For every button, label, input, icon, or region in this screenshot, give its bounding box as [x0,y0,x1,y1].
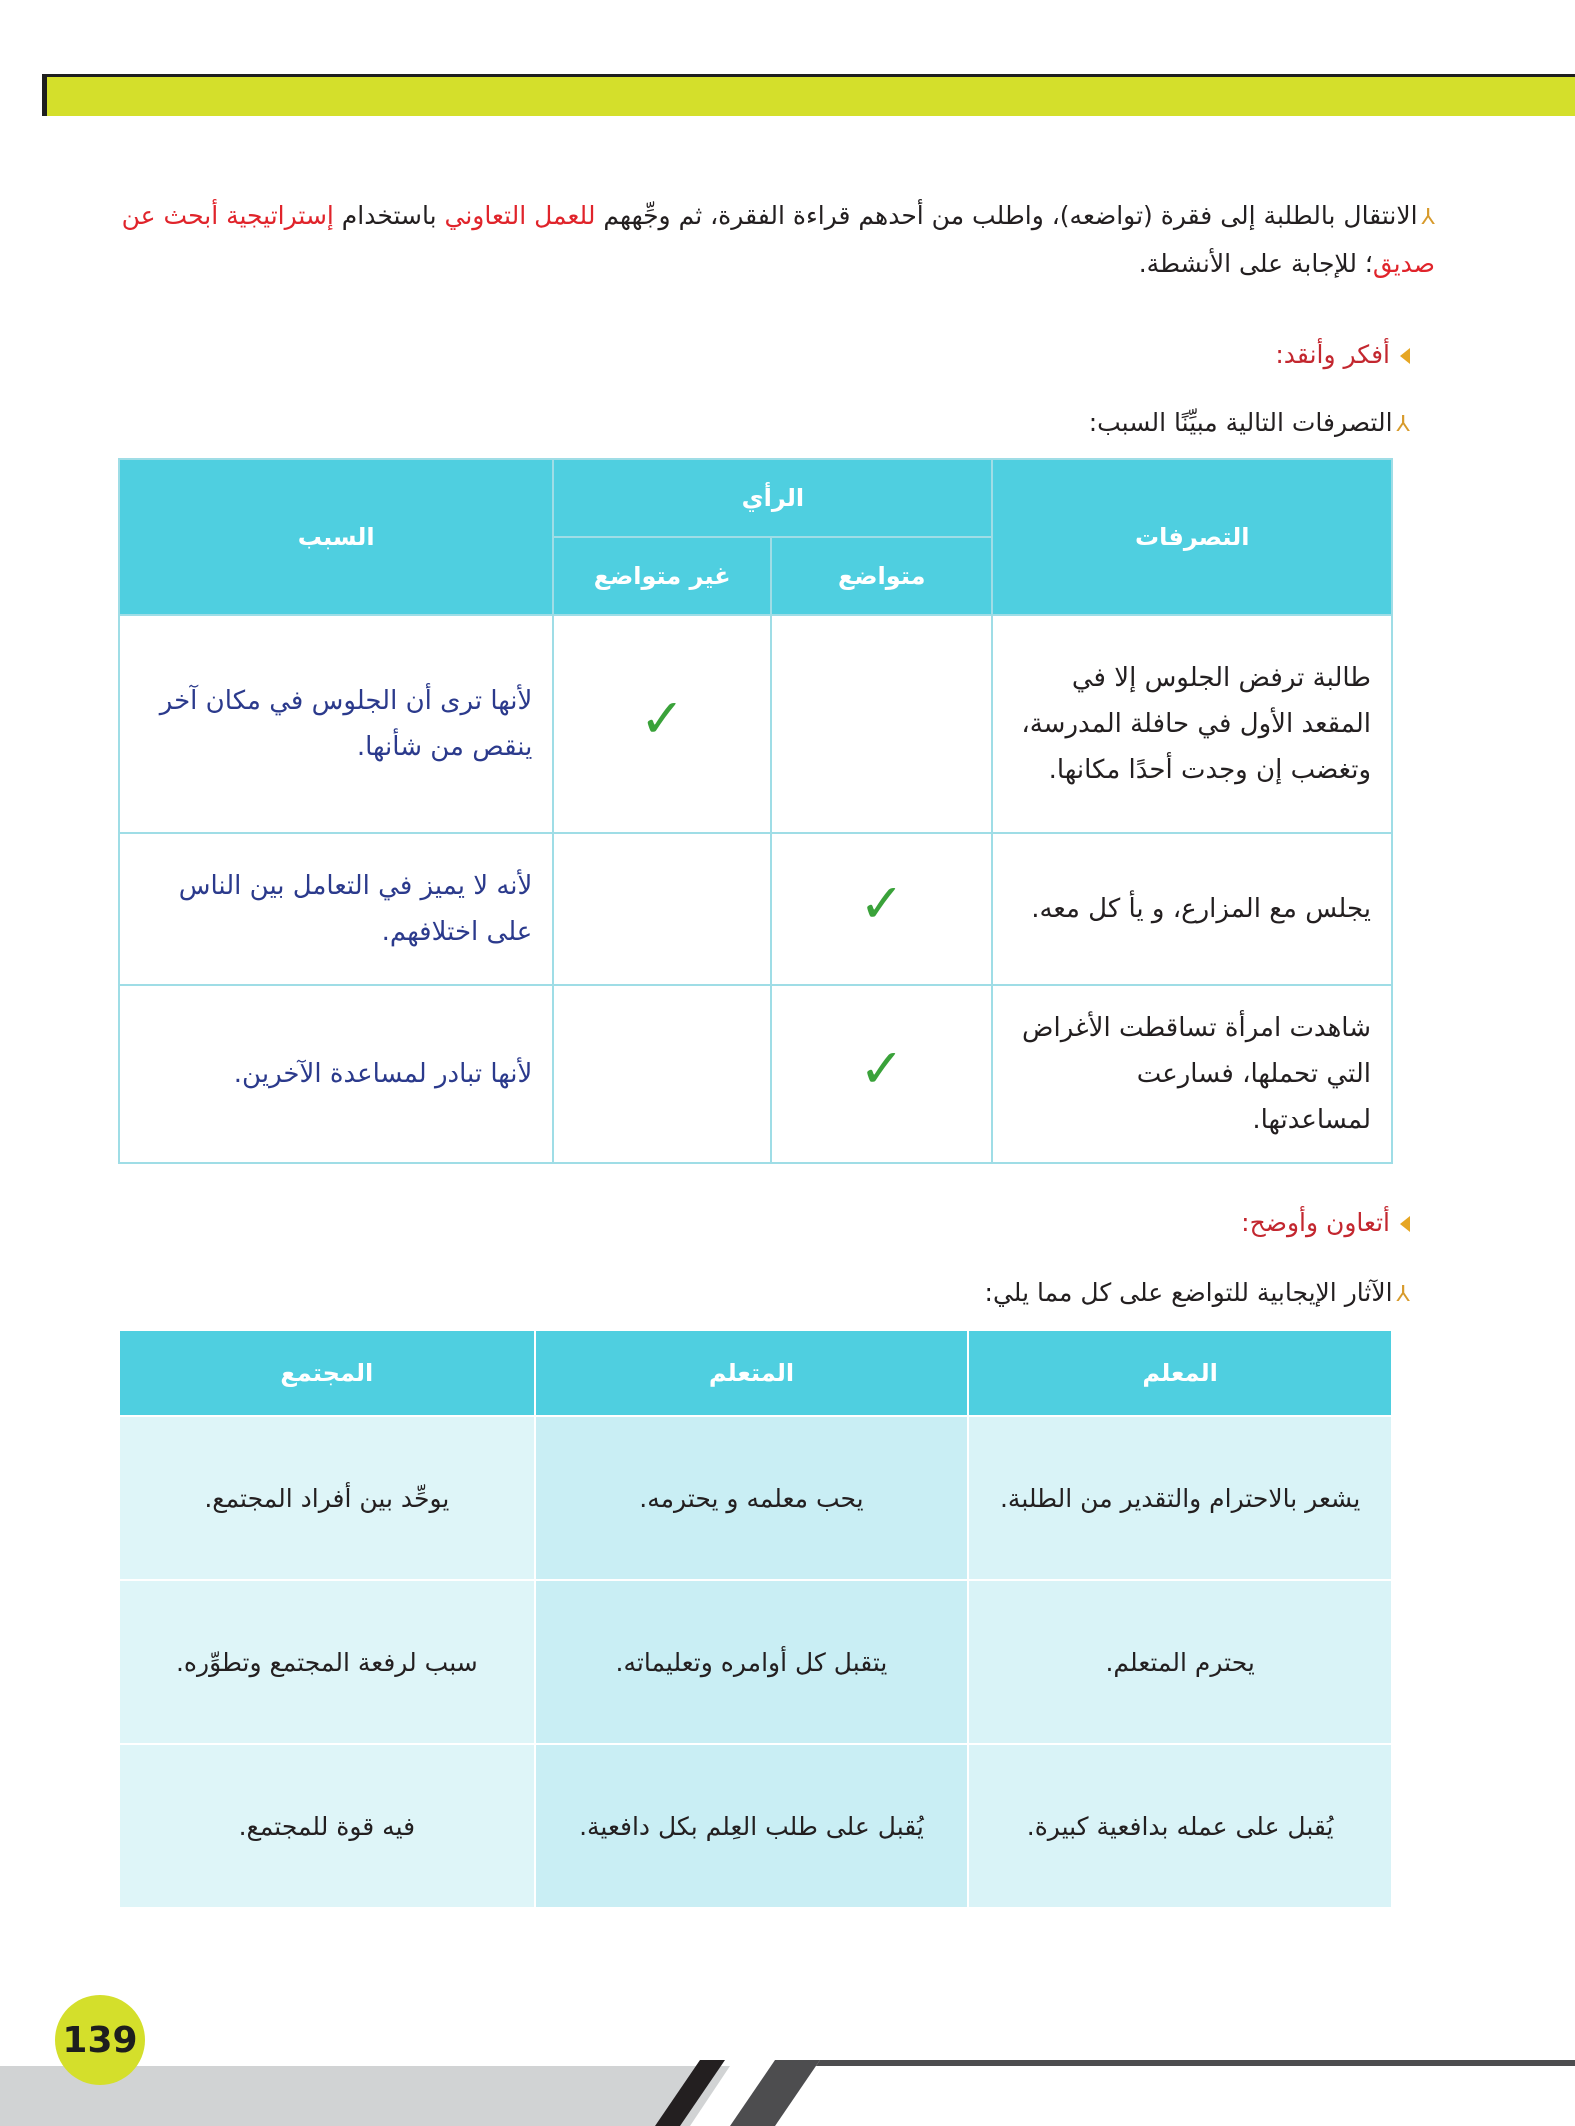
section1-heading [900,332,1410,378]
section1-heading-text: أفكر وأنقد: [1275,340,1390,369]
footer-decoration [0,2060,1575,2126]
table-row [119,833,1392,985]
humble-cell [771,833,992,985]
top-color-bar [42,74,1575,116]
intro-paragraph [105,193,1435,287]
intro-text-3: ؛ للإجابة على الأنشطة. [1138,249,1373,278]
section2-instruction [700,1270,1410,1318]
section2-heading-text: أتعاون وأوضح: [1241,1208,1390,1237]
not-humble-cell [553,615,771,833]
not-humble-cell [553,985,771,1163]
intro-highlight-cooperative: للعمل التعاوني [444,201,596,230]
checkmark-icon: ✓ [859,872,905,935]
teacher-cell: يُقبل على عمله بدافعية كبيرة. [968,1744,1392,1908]
header-teacher: المعلم [968,1330,1392,1416]
checkmark-icon: ✓ [639,687,685,750]
header-humble: متواضع [771,537,992,615]
header-society: المجتمع [119,1330,535,1416]
intro-text-2: باستخدام [333,201,445,230]
table-row [119,1416,1392,1580]
heading-arrow-icon [1400,348,1410,364]
society-cell: يوحِّد بين أفراد المجتمع. [119,1416,535,1580]
action-cell: شاهدت امرأة تساقطت الأغراض التي تحملها، فسارعت لمساعدتها. [992,985,1392,1163]
table-row [119,1744,1392,1908]
table-row [119,985,1392,1163]
effects-table [118,1329,1393,1909]
intro-highlight-strategy: إستراتيجية أبحث عن صديق [121,201,1435,278]
bullet-marker-icon: ⅄ [1421,205,1435,230]
society-cell: سبب لرفعة المجتمع وتطوِّره. [119,1580,535,1744]
action-cell: يجلس مع المزارع، و يأ كل معه. [992,833,1392,985]
checkmark-icon: ✓ [859,1037,905,1100]
footer-line-band [816,2060,1575,2066]
learner-cell: يتقبل كل أوامره وتعليماته. [535,1580,969,1744]
teacher-cell: يشعر بالاحترام والتقدير من الطلبة. [968,1416,1392,1580]
table-row [119,615,1392,833]
header-not-humble: غير متواضع [553,537,771,615]
bullet-marker-icon: ⅄ [1396,412,1410,437]
section2-heading [900,1200,1410,1246]
page-number: 139 [55,1995,145,2085]
humble-cell [771,985,992,1163]
header-opinion: الرأي [553,459,992,537]
society-cell: فيه قوة للمجتمع. [119,1744,535,1908]
header-learner: المتعلم [535,1330,969,1416]
section1-instruction-text: التصرفات التالية مبيِّنًا السبب: [1088,408,1393,437]
intro-text-1: الانتقال بالطلبة إلى فقرة (تواضعه)، واطلب من أحدهم قراءة الفقرة، ثم وجِّههم [595,201,1418,230]
action-cell: طالبة ترفض الجلوس إلا في المقعد الأول في حافلة المدرسة، وتغضب إن وجدت أحدًا مكانها. [992,615,1392,833]
section2-instruction-text: الآثار الإيجابية للتواضع على كل مما يلي: [984,1278,1393,1307]
learner-cell: يحب معلمه و يحترمه. [535,1416,969,1580]
header-actions: التصرفات [992,459,1392,615]
bullet-marker-icon: ⅄ [1396,1282,1410,1307]
humble-cell [771,615,992,833]
reason-cell: لأنه لا يميز في التعامل بين الناس على اختلافهم. [119,833,553,985]
actions-opinion-table [118,458,1393,1164]
reason-cell: لأنها تبادر لمساعدة الآخرين. [119,985,553,1163]
learner-cell: يُقبل على طلب العِلم بكل دافعية. [535,1744,969,1908]
section1-instruction [900,400,1410,448]
not-humble-cell [553,833,771,985]
teacher-cell: يحترم المتعلم. [968,1580,1392,1744]
header-reason: السبب [119,459,553,615]
reason-cell: لأنها ترى أن الجلوس في مكان آخر ينقص من شأنها. [119,615,553,833]
table-row [119,1580,1392,1744]
heading-arrow-icon [1400,1216,1410,1232]
footer-dark-block [730,2060,820,2126]
